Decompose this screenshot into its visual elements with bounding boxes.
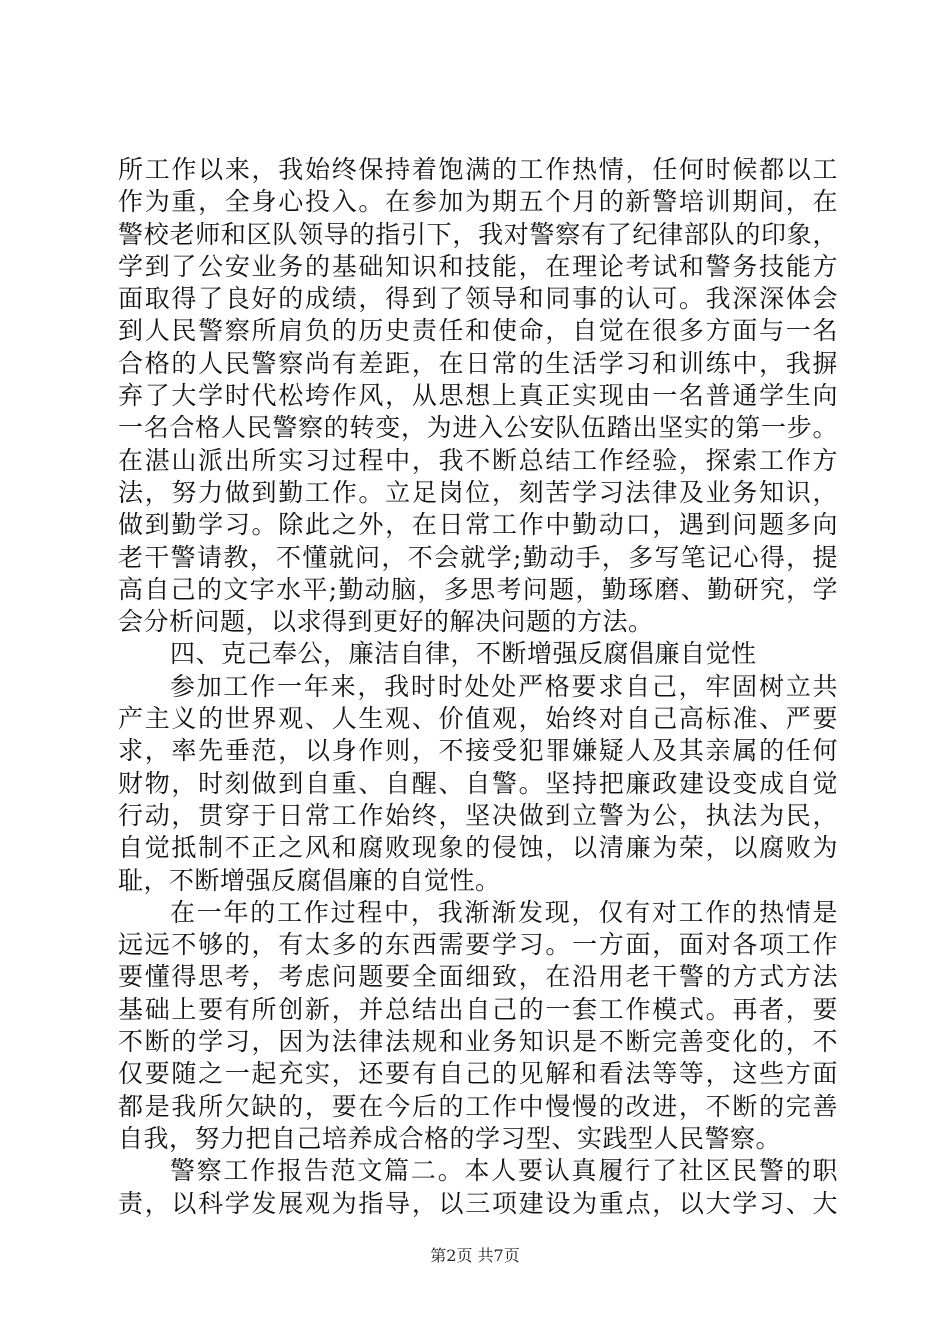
page-footer: [0, 1246, 950, 1266]
text-line: 参加工作一年来，我时时处处严格要求自己，牢固树立共: [170, 671, 838, 701]
text-line: 在湛山派出所实习过程中，我不断总结工作经验，探索工作方: [118, 445, 838, 475]
paragraph-work-attitude: [118, 154, 838, 638]
text-line: 要懂得思考，考虑问题要全面细致，在沿用老干警的方式方法: [118, 962, 838, 992]
text-line: 老干警请教，不懂就问，不会就学;勤动手，多写笔记心得，提: [118, 542, 838, 572]
text-line: 基础上要有所创新，并总结出自己的一套工作模式。再者，要: [118, 994, 838, 1024]
text-line: 做到勤学习。除此之外，在日常工作中勤动口，遇到问题多向: [118, 510, 838, 540]
text-line: 警校老师和区队领导的指引下，我对警察有了纪律部队的印象，: [118, 219, 838, 249]
paragraph-reflection: [118, 897, 838, 1155]
heading-section-four: [118, 638, 838, 670]
paragraph-report-two: [118, 1155, 838, 1220]
text-line: 不断的学习，因为法律法规和业务知识是不断完善变化的，不: [118, 1027, 838, 1057]
text-line: 到人民警察所肩负的历史责任和使命，自觉在很多方面与一名: [118, 316, 838, 346]
text-line: 会分析问题，以求得到更好的解决问题的方法。: [118, 607, 654, 637]
text-line: 产主义的世界观、人生观、价值观，始终对自己高标准、严要: [118, 704, 838, 734]
text-line: 合格的人民警察尚有差距，在日常的生活学习和训练中，我摒: [118, 348, 838, 378]
text-line: 求，率先垂范，以身作则，不接受犯罪嫌疑人及其亲属的任何: [118, 736, 838, 766]
text-line: 自我，努力把自己培养成合格的学习型、实践型人民警察。: [118, 1123, 782, 1153]
text-line: 弃了大学时代松垮作风，从思想上真正实现由一名普通学生向: [118, 381, 838, 411]
text-line: 自觉抵制不正之风和腐败现象的侵蚀，以清廉为荣，以腐败为: [118, 833, 838, 863]
text-line: 财物，时刻做到自重、自醒、自警。坚持把廉政建设变成自觉: [118, 768, 838, 798]
text-line: 都是我所欠缺的，要在今后的工作中慢慢的改进，不断的完善: [118, 1091, 838, 1121]
document-body: [118, 154, 838, 1220]
text-line: 四、克己奉公，廉洁自律，不断增强反腐倡廉自觉性: [170, 639, 757, 669]
page-number-label: 第2页 共7页: [430, 1246, 520, 1265]
text-line: 作为重，全身心投入。在参加为期五个月的新警培训期间，在: [118, 187, 838, 217]
text-line: 高自己的文字水平;勤动脑，多思考问题，勤琢磨、勤研究，学: [118, 574, 838, 604]
text-line: 仅要随之一起充实，还要有自己的见解和看法等等，这些方面: [118, 1059, 838, 1089]
text-line: 远远不够的，有太多的东西需要学习。一方面，面对各项工作: [118, 930, 838, 960]
text-line: 法，努力做到勤工作。立足岗位，刻苦学习法律及业务知识，: [118, 477, 838, 507]
text-line: 面取得了良好的成绩，得到了领导和同事的认可。我深深体会: [118, 284, 838, 314]
text-line: 在一年的工作过程中，我渐渐发现，仅有对工作的热情是: [170, 897, 838, 927]
text-line: 一名合格人民警察的转变，为进入公安队伍踏出坚实的第一步。: [118, 413, 838, 443]
text-line: 所工作以来，我始终保持着饱满的工作热情，任何时候都以工: [118, 155, 838, 184]
paragraph-integrity: [118, 671, 838, 897]
text-line: 行动，贯穿于日常工作始终，坚决做到立警为公，执法为民，: [118, 800, 838, 830]
text-line: 责，以科学发展观为指导，以三项建设为重点，以大学习、大: [118, 1188, 838, 1218]
text-line: 学到了公安业务的基础知识和技能，在理论考试和警务技能方: [118, 251, 838, 281]
text-line: 耻，不断增强反腐倡廉的自觉性。: [118, 865, 501, 895]
text-line: 警察工作报告范文篇二。本人要认真履行了社区民警的职: [170, 1156, 838, 1186]
